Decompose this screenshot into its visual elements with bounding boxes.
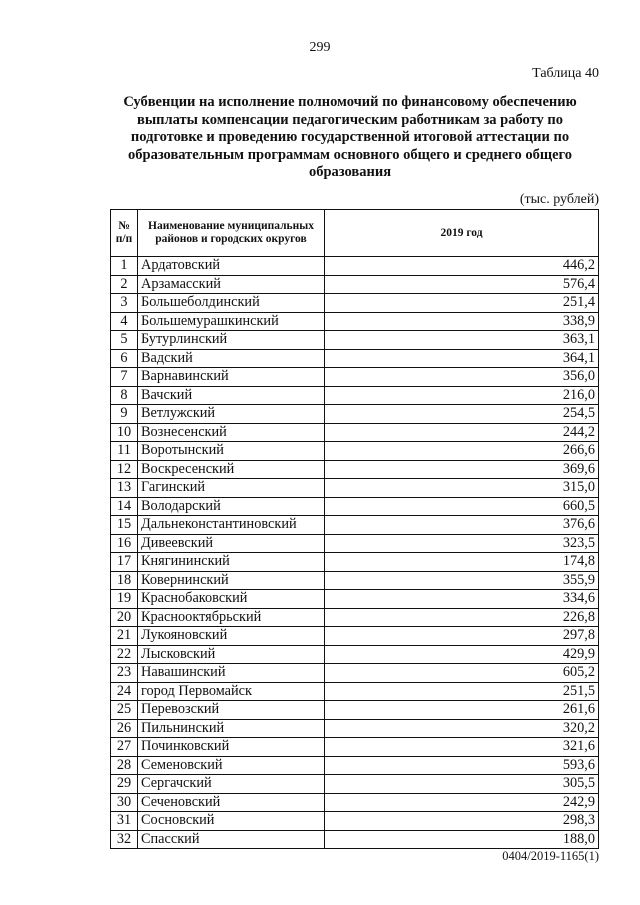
table-row bbox=[111, 812, 599, 831]
district-name: Сергачский bbox=[138, 775, 325, 794]
table-row bbox=[111, 775, 599, 794]
table-row bbox=[111, 701, 599, 720]
subvention-value: 254,5 bbox=[325, 405, 599, 424]
row-number: 3 bbox=[111, 294, 138, 313]
district-name: Вадский bbox=[138, 349, 325, 368]
row-number: 27 bbox=[111, 738, 138, 757]
district-name: Ветлужский bbox=[138, 405, 325, 424]
table-row bbox=[111, 312, 599, 331]
subvention-value: 174,8 bbox=[325, 553, 599, 572]
table-row bbox=[111, 331, 599, 350]
district-name: Дивеевский bbox=[138, 534, 325, 553]
subvention-value: 188,0 bbox=[325, 830, 599, 849]
row-number: 6 bbox=[111, 349, 138, 368]
row-number: 2 bbox=[111, 275, 138, 294]
district-name: Вачский bbox=[138, 386, 325, 405]
row-number: 31 bbox=[111, 812, 138, 831]
subvention-value: 429,9 bbox=[325, 645, 599, 664]
subvention-value: 244,2 bbox=[325, 423, 599, 442]
title-line: образования bbox=[308, 164, 392, 180]
row-number: 19 bbox=[111, 590, 138, 609]
table-row bbox=[111, 590, 599, 609]
district-name: Большемурашкинский bbox=[138, 312, 325, 331]
table-row bbox=[111, 497, 599, 516]
table-row bbox=[111, 756, 599, 775]
table-row bbox=[111, 664, 599, 683]
table-row bbox=[111, 645, 599, 664]
row-number: 1 bbox=[111, 257, 138, 276]
district-name: город Первомайск bbox=[138, 682, 325, 701]
row-number: 4 bbox=[111, 312, 138, 331]
district-name: Краснооктябрьский bbox=[138, 608, 325, 627]
subvention-value: 266,6 bbox=[325, 442, 599, 461]
table-row bbox=[111, 275, 599, 294]
subvention-value: 251,4 bbox=[325, 294, 599, 313]
subvention-value: 323,5 bbox=[325, 534, 599, 553]
row-number: 24 bbox=[111, 682, 138, 701]
subvention-value: 261,6 bbox=[325, 701, 599, 720]
district-name: Дальнеконстантиновский bbox=[138, 516, 325, 535]
row-number: 30 bbox=[111, 793, 138, 812]
row-number: 12 bbox=[111, 460, 138, 479]
row-number: 14 bbox=[111, 497, 138, 516]
table-row bbox=[111, 368, 599, 387]
table-row bbox=[111, 349, 599, 368]
row-number: 21 bbox=[111, 627, 138, 646]
district-name: Сосновский bbox=[138, 812, 325, 831]
title-line: Субвенции на исполнение полномочий по финансовому обеспечению bbox=[123, 94, 577, 110]
district-name: Варнавинский bbox=[138, 368, 325, 387]
row-number: 29 bbox=[111, 775, 138, 794]
row-number: 10 bbox=[111, 423, 138, 442]
row-number: 15 bbox=[111, 516, 138, 535]
subvention-value: 251,5 bbox=[325, 682, 599, 701]
district-name: Княгининский bbox=[138, 553, 325, 572]
table-row bbox=[111, 516, 599, 535]
subvention-value: 446,2 bbox=[325, 257, 599, 276]
row-number: 7 bbox=[111, 368, 138, 387]
table-row bbox=[111, 830, 599, 849]
subvention-value: 369,6 bbox=[325, 460, 599, 479]
subvention-value: 338,9 bbox=[325, 312, 599, 331]
table-row bbox=[111, 386, 599, 405]
table-row bbox=[111, 405, 599, 424]
document-code: 0404/2019-1165(1) bbox=[502, 849, 599, 863]
district-name: Ардатовский bbox=[138, 257, 325, 276]
header-year: 2019 год bbox=[325, 210, 599, 257]
header-name: Наименование муниципальных районов и городских округов bbox=[138, 210, 325, 257]
table-row bbox=[111, 534, 599, 553]
subvention-value: 593,6 bbox=[325, 756, 599, 775]
document-title bbox=[100, 94, 600, 182]
district-name: Лысковский bbox=[138, 645, 325, 664]
title-line: подготовке и проведению государственной итоговой аттестации по bbox=[130, 129, 570, 145]
table-row bbox=[111, 479, 599, 498]
table-row bbox=[111, 719, 599, 738]
row-number: 9 bbox=[111, 405, 138, 424]
district-name: Краснобаковский bbox=[138, 590, 325, 609]
table-row bbox=[111, 627, 599, 646]
district-name: Арзамасский bbox=[138, 275, 325, 294]
district-name: Бутурлинский bbox=[138, 331, 325, 350]
subvention-value: 334,6 bbox=[325, 590, 599, 609]
district-name: Володарский bbox=[138, 497, 325, 516]
subvention-value: 355,9 bbox=[325, 571, 599, 590]
row-number: 28 bbox=[111, 756, 138, 775]
table-row bbox=[111, 608, 599, 627]
subvention-value: 315,0 bbox=[325, 479, 599, 498]
subvention-value: 660,5 bbox=[325, 497, 599, 516]
row-number: 26 bbox=[111, 719, 138, 738]
subvention-value: 297,8 bbox=[325, 627, 599, 646]
subvention-value: 216,0 bbox=[325, 386, 599, 405]
district-name: Перевозский bbox=[138, 701, 325, 720]
row-number: 18 bbox=[111, 571, 138, 590]
row-number: 5 bbox=[111, 331, 138, 350]
table-row bbox=[111, 257, 599, 276]
table-row bbox=[111, 442, 599, 461]
district-name: Спасский bbox=[138, 830, 325, 849]
table-row bbox=[111, 460, 599, 479]
subvention-value: 576,4 bbox=[325, 275, 599, 294]
subvention-value: 364,1 bbox=[325, 349, 599, 368]
title-line: выплаты компенсации педагогическим работникам за работу по bbox=[136, 111, 564, 128]
district-name: Навашинский bbox=[138, 664, 325, 683]
table-row bbox=[111, 423, 599, 442]
row-number: 8 bbox=[111, 386, 138, 405]
subvention-value: 242,9 bbox=[325, 793, 599, 812]
district-name: Вознесенский bbox=[138, 423, 325, 442]
table-body bbox=[111, 257, 599, 849]
district-name: Пильнинский bbox=[138, 719, 325, 738]
row-number: 13 bbox=[111, 479, 138, 498]
table-label: Таблица 40 bbox=[532, 66, 599, 81]
row-number: 23 bbox=[111, 664, 138, 683]
district-name: Лукояновский bbox=[138, 627, 325, 646]
row-number: 11 bbox=[111, 442, 138, 461]
header-num: № п/п bbox=[111, 210, 138, 257]
district-name: Ковернинский bbox=[138, 571, 325, 590]
page-number: 299 bbox=[309, 40, 331, 55]
subvention-value: 298,3 bbox=[325, 812, 599, 831]
table-row bbox=[111, 738, 599, 757]
subvention-value: 321,6 bbox=[325, 738, 599, 757]
table-header-row bbox=[111, 210, 599, 257]
table-row bbox=[111, 294, 599, 313]
row-number: 20 bbox=[111, 608, 138, 627]
district-name: Большеболдинский bbox=[138, 294, 325, 313]
district-name: Починковский bbox=[138, 738, 325, 757]
subvention-value: 305,5 bbox=[325, 775, 599, 794]
row-number: 25 bbox=[111, 701, 138, 720]
district-name: Воскресенский bbox=[138, 460, 325, 479]
units-label: (тыс. рублей) bbox=[519, 192, 599, 207]
subvention-value: 376,6 bbox=[325, 516, 599, 535]
table-row bbox=[111, 553, 599, 572]
table-row bbox=[111, 793, 599, 812]
row-number: 16 bbox=[111, 534, 138, 553]
district-name: Сеченовский bbox=[138, 793, 325, 812]
table-row bbox=[111, 571, 599, 590]
subvention-value: 363,1 bbox=[325, 331, 599, 350]
subvention-value: 605,2 bbox=[325, 664, 599, 683]
subvention-value: 356,0 bbox=[325, 368, 599, 387]
title-line: образовательным программам основного общего и среднего общего bbox=[128, 146, 572, 163]
district-name: Гагинский bbox=[138, 479, 325, 498]
row-number: 17 bbox=[111, 553, 138, 572]
district-name: Воротынский bbox=[138, 442, 325, 461]
subventions-table bbox=[110, 209, 599, 849]
table-row bbox=[111, 682, 599, 701]
subvention-value: 226,8 bbox=[325, 608, 599, 627]
subvention-value: 320,2 bbox=[325, 719, 599, 738]
district-name: Семеновский bbox=[138, 756, 325, 775]
row-number: 22 bbox=[111, 645, 138, 664]
row-number: 32 bbox=[111, 830, 138, 849]
